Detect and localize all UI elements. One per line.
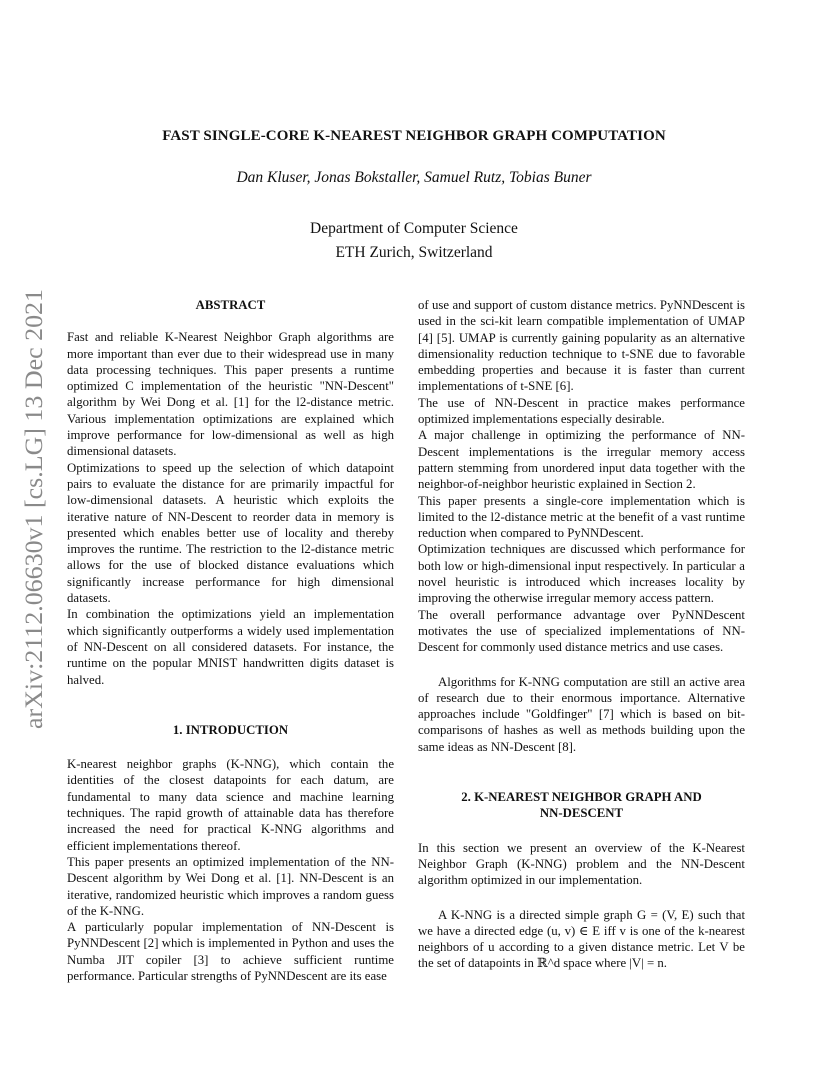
affiliation: [0, 217, 828, 265]
body-paragraph-6: The overall performance advantage over PyNNDescent motivates the use of specialized implementations of NN-Descent for commonly used distance metrics and use cases.: [418, 607, 745, 655]
arxiv-identifier-stamp: [2, 280, 58, 740]
abstract-heading: ABSTRACT: [195, 298, 266, 312]
body-paragraph-2: The use of NN-Descent in practice makes performance optimized implementations especially desirable.: [418, 395, 745, 427]
body-paragraph-1: of use and support of custom distance metrics. PyNNDescent is used in the sci-kit learn compatible implementation of UMAP [4] [5]. UMAP is currently gaining popularity as an alternative dimensionality reduction technique to t-SNE due to favorable embedding properties and because it is faster than current implementations of t-SNE [6].: [418, 298, 745, 394]
abstract-paragraph-2: Optimizations to speed up the selection of which datapoint pairs to evaluate the distance for are primarily impactful for low-dimensional datasets. A heuristic which exploits the iterative nature of NN-Descent to reorder data in memory is presented which enables better use of locality and thereby improves the runtime. The restriction to the l2-distance metric allows for the use of blocked distance evaluations which significantly increase performance for high dimensional datasets.: [67, 460, 394, 606]
section-2-heading: [418, 789, 745, 822]
right-column: [418, 297, 745, 972]
abstract-paragraph-1: Fast and reliable K-Nearest Neighbor Graph algorithms are more important than ever due to their widespread use in many data processing techniques. This paper presents a runtime optimized C implementation of the heuristic "NN-Descent" algorithm by Wei Dong et al. [1] for the l2-distance metric. Various implementation optimizations are explained which improve performance for low-dimensional as well as high dimensional datasets.: [67, 330, 394, 459]
section-2-heading-line-1: 2. K-NEAREST NEIGHBOR GRAPH AND: [461, 790, 702, 805]
introduction-paragraph-3: A particularly popular implementation of NN-Descent is PyNNDescent [2] which is implemented in Python and uses the Numba JIT copiler [3] to achieve sufficient runtime performance. Particular strengths of PyNNDescent are its ease: [67, 920, 394, 983]
left-column: [67, 297, 394, 984]
body-paragraph-5: Optimization techniques are discussed which performance for both low or high-dimensional input respectively. In particular a novel heuristic is introduced which increases locality by improving the otherwise irregular memory access pattern.: [418, 542, 745, 606]
abstract-paragraph-3: In combination the optimizations yield an implementation which significantly outperforms a widely used implementation of NN-Descent on all considered datasets. For instance, the runtime on the popular MNIST handwritten digits dataset is halved.: [67, 607, 394, 687]
paper-title: FAST SINGLE-CORE K-NEAREST NEIGHBOR GRAPH COMPUTATION: [162, 128, 666, 144]
introduction-paragraph-2: This paper presents an optimized implementation of the NN-Descent algorithm by Wei Dong et al. [1]. NN-Descent is an iterative, randomized heuristic which improves a random guess of the K-NNG.: [67, 854, 394, 918]
section-2-heading-line-2: NN-DESCENT: [539, 806, 624, 821]
section-2-paragraph-2: A K-NNG is a directed simple graph G = (V, E) such that we have a directed edge (u, v) ∈ E iff v is one of the k-nearest neighbors of u according to a given distance metric. Let V be the set of datapoints in ℝ^d space where |V| = n.: [418, 907, 745, 971]
body-paragraph-7: Algorithms for K-NNG computation are still an active area of research due to their enormous importance. Alternative approaches include "Goldfinger" [7] which is based on bit-comparisons of hashes as well as methods building upon the same ideas as NN-Descent [8].: [418, 674, 745, 754]
introduction-heading: 1. INTRODUCTION: [172, 722, 289, 737]
affiliation-department: Department of Computer Science: [310, 220, 518, 237]
arxiv-identifier-text: arXiv:2112.06630v1 [cs.LG] 13 Dec 2021: [19, 296, 48, 729]
section-2-paragraph-1: In this section we present an overview of the K-Nearest Neighbor Graph (K-NNG) problem and the NN-Descent algorithm optimized in our implementation.: [418, 840, 745, 888]
body-paragraph-3: A major challenge in optimizing the performance of NN-Descent implementations is the irregular memory access pattern stemming from unordered input data together with the neighbor-of-neighbor heuristic explained in Section 2.: [418, 428, 745, 492]
body-paragraph-4: This paper presents a single-core implementation which is limited to the l2-distance metric at the benefit of a vast runtime reduction when compared to PyNNDescent.: [418, 493, 745, 541]
affiliation-institution: ETH Zurich, Switzerland: [335, 244, 493, 261]
introduction-paragraph-1: K-nearest neighbor graphs (K-NNG), which contain the identities of the closest datapoints for each datum, are fundamental to many data science and machine learning techniques. The rapid growth of attainable data has therefore increased the need for practical K-NNG algorithms and efficient implementations thereof.: [67, 757, 394, 853]
author-list: Dan Kluser, Jonas Bokstaller, Samuel Rutz, Tobias Buner: [236, 169, 592, 186]
